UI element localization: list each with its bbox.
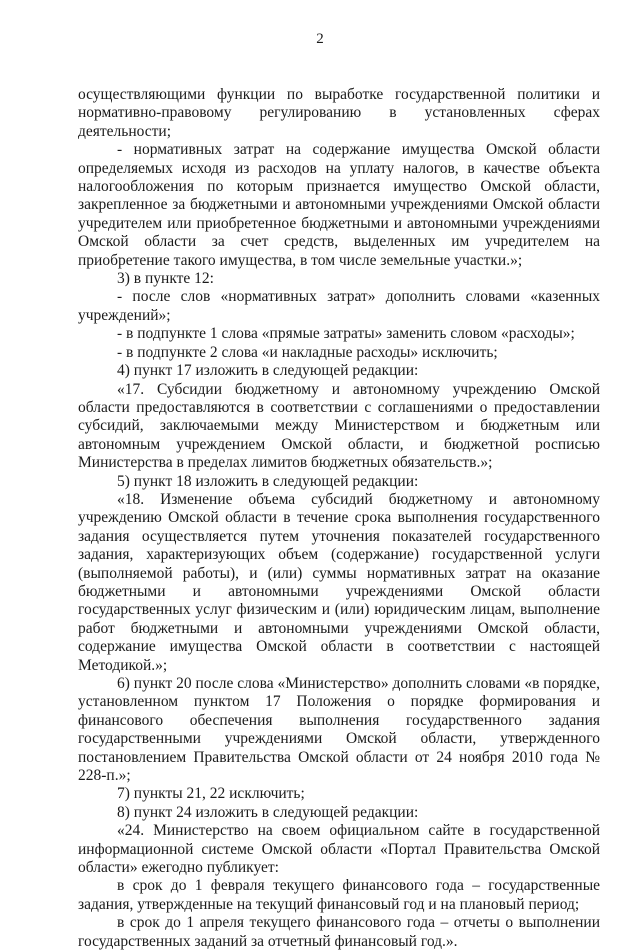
paragraph-11: 6) пункт 20 после слова «Министерство» дополнить словами «в порядке, установленном пунктом 17 Положения о порядке формирования и финансового обеспечения выполнения государственного задания государственными учреждениями Омской области, утвержденного постановлением Правительства Омской области от 24 ноября 2010 года № 228-п.»;: [78, 675, 600, 785]
paragraph-6: - в подпункте 2 слова «и накладные расходы» исключить;: [117, 343, 498, 361]
paragraph-16: в срок до 1 апреля текущего финансового года – отчеты о выполнении государственных заданий за отчетный финансовый год.».: [78, 914, 600, 950]
paragraph-4: - после слов «нормативных затрат» дополнить словами «казенных учреждений»;: [78, 288, 600, 324]
paragraph-3: 3) в пункте 12:: [117, 270, 214, 288]
paragraph-10: «18. Изменение объема субсидий бюджетному и автономному учреждению Омской области в течение срока выполнения государственного задания осуществляется путем уточнения показателей государственного задания, характеризующих объем (содержание) государственной услуги (выполняемой работы), и (или) суммы нормативных затрат на оказание бюджетными и автономными учреждениями Омской области государственных услуг физическим и (или) юридическим лицам, выполнение работ бюджетными и автономными учреждениями Омской области, содержание имущества Омской области в соответствии с настоящей Методикой.»;: [78, 490, 600, 674]
paragraph-12: 7) пункты 21, 22 исключить;: [117, 785, 305, 803]
paragraph-15: в срок до 1 февраля текущего финансового года – государственные задания, утвержденные на текущий финансовый год и на плановый период;: [78, 877, 600, 913]
paragraph-5: - в подпункте 1 слова «прямые затраты» заменить словом «расходы»;: [117, 325, 575, 343]
paragraph-2: - нормативных затрат на содержание имущества Омской области определяемых исходя из расходов на уплату налогов, в качестве объекта налогообложения по которым признается имущество Омской области, закрепленное за бюджетными и автономными учреждениями Омской области учредителем или приобретенное бюджетными и автономными учреждениями Омской области за счет средств, выделенных им учредителем на приобретение такого имущества, в том числе земельные участки.»;: [78, 141, 600, 269]
paragraph-9: 5) пункт 18 изложить в следующей редакции:: [117, 472, 419, 490]
paragraph-1: осуществляющими функции по выработке государственной политики и нормативно-правовому регулированию в установленных сферах деятельности;: [78, 86, 600, 140]
paragraph-13: 8) пункт 24 изложить в следующей редакции:: [117, 803, 419, 821]
page-number: 2: [316, 31, 324, 47]
paragraph-14: «24. Министерство на своем официальном сайте в государственной информационной системе Омской области «Портал Правительства Омской области» ежегодно публикует:: [78, 822, 600, 877]
document-body: [78, 86, 600, 951]
paragraph-7: 4) пункт 17 изложить в следующей редакции:: [117, 362, 419, 380]
paragraph-8: «17. Субсидии бюджетному и автономному учреждению Омской области предоставляются в соответствии с соглашениями о предоставлении субсидий, заключаемыми между Министерством и бюджетным или автономным учреждением Омской области, и бюджетной росписью Министерства в пределах лимитов бюджетных обязательств.»;: [78, 380, 600, 472]
